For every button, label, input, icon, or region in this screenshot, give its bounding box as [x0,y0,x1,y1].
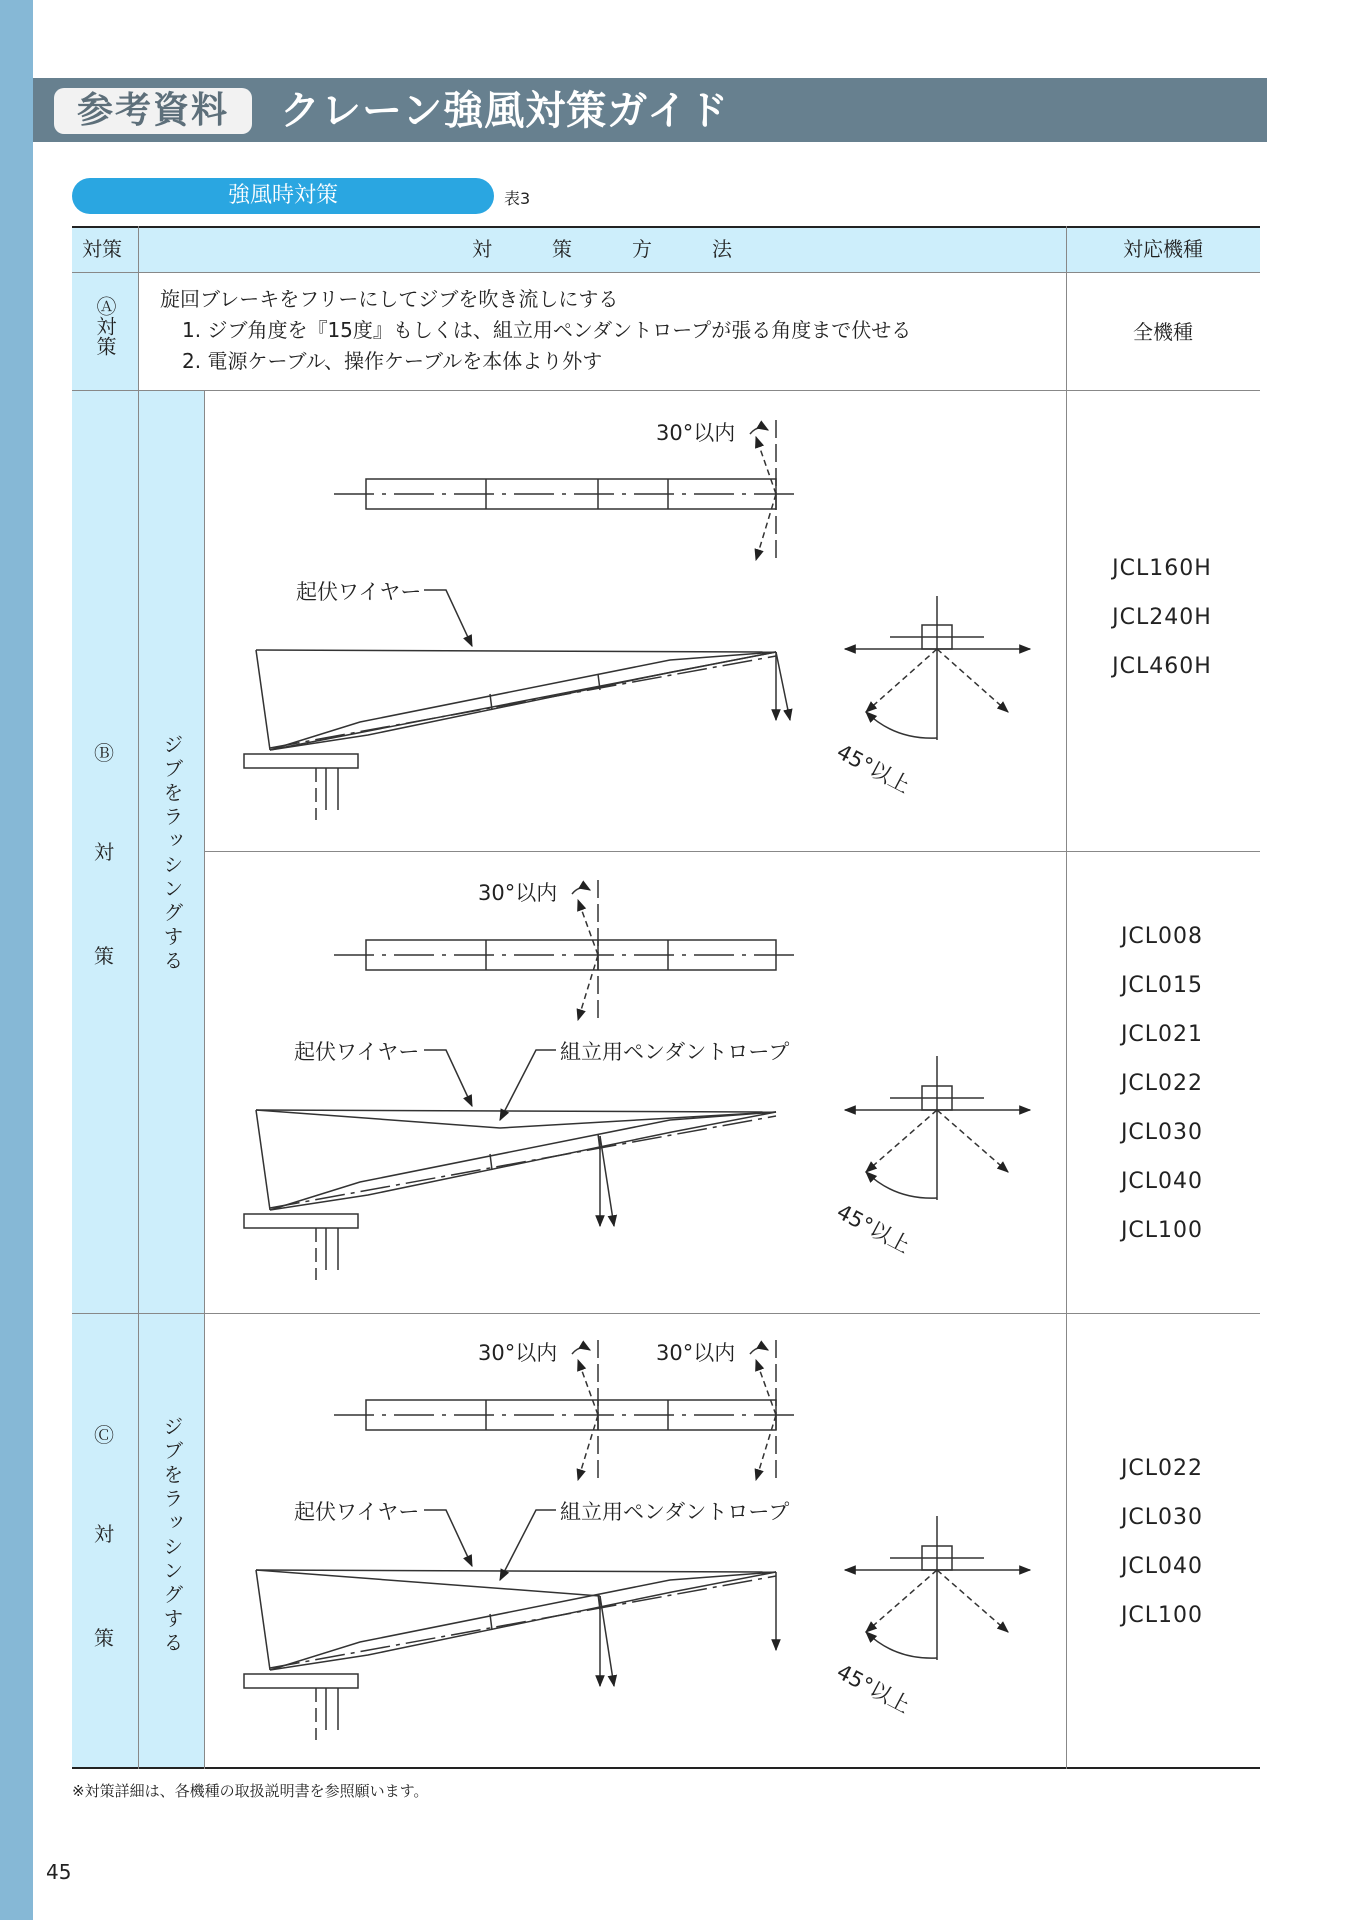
page-title: クレーン強風対策ガイド [280,88,729,134]
row-b-method: ジブをラッシングする [160,734,184,974]
row-a-models: 全機種 [1133,320,1193,344]
header-method: 対 策 方 法 [472,237,732,261]
model-item: JCL015 [1120,973,1204,998]
c-angle-top-2: 30°以内 [656,1341,736,1365]
b1-wire-label: 起伏ワイヤー [296,580,422,604]
c-wire-label: 起伏ワイヤー [294,1500,420,1524]
header-models: 対応機種 [1123,237,1203,261]
row-a-line3: 2. 電源ケーブル、操作ケーブルを本体より外す [182,349,603,373]
row-a-line1: 旋回ブレーキをフリーにしてジブを吹き流しにする [160,287,619,311]
row-b-mark: Ⓑ [94,741,114,765]
footnote: ※対策詳細は、各機種の取扱説明書を参照願います。 [72,1782,429,1800]
b1-angle-top: 30°以内 [656,421,736,445]
row-b-label-1: 対 [94,840,114,864]
header-countermeasure: 対策 [82,237,122,261]
c-models [1062,1444,1262,1640]
model-item: JCL022 [1120,1456,1204,1481]
row-b-label-2: 策 [94,944,114,968]
c-pendant-label: 組立用ペンダントロープ [560,1500,790,1524]
header-tag: 参考資料 [54,88,252,134]
c-angle-side: 45°以上 [832,1659,915,1718]
b2-angle-top: 30°以内 [478,881,558,905]
row-c-label-2: 策 [94,1626,114,1650]
page-number: 45 [46,1860,72,1884]
c-angle-top-1: 30°以内 [478,1341,558,1365]
model-item: JCL100 [1120,1218,1204,1243]
table-number: 表3 [504,189,531,208]
section-pill: 強風時対策 [72,178,494,214]
row-c-mark: Ⓒ [94,1423,114,1447]
b2-angle-side: 45°以上 [832,1199,915,1258]
model-item: JCL030 [1120,1120,1204,1145]
model-item: JCL021 [1120,1022,1204,1047]
row-c-label-1: 対 [94,1522,114,1546]
row-a-line2: 1. ジブ角度を『15度』もしくは、組立用ペンダントロープが張る角度まで伏せる [182,318,912,342]
model-item: JCL240H [1112,605,1212,630]
model-item: JCL460H [1112,654,1212,679]
model-item: JCL040 [1120,1554,1204,1579]
model-item: JCL022 [1120,1071,1204,1096]
row-c-method: ジブをラッシングする [160,1416,184,1656]
model-item: JCL100 [1120,1603,1204,1628]
model-item: JCL040 [1120,1169,1204,1194]
model-item: JCL008 [1120,924,1204,949]
b2-pendant-label: 組立用ペンダントロープ [560,1040,790,1064]
b2-wire-label: 起伏ワイヤー [294,1040,420,1064]
model-item: JCL030 [1120,1505,1204,1530]
row-a-label: Ⓐ対策 [93,296,117,356]
model-item: JCL160H [1112,556,1212,581]
b1-angle-side: 45°以上 [832,739,915,798]
